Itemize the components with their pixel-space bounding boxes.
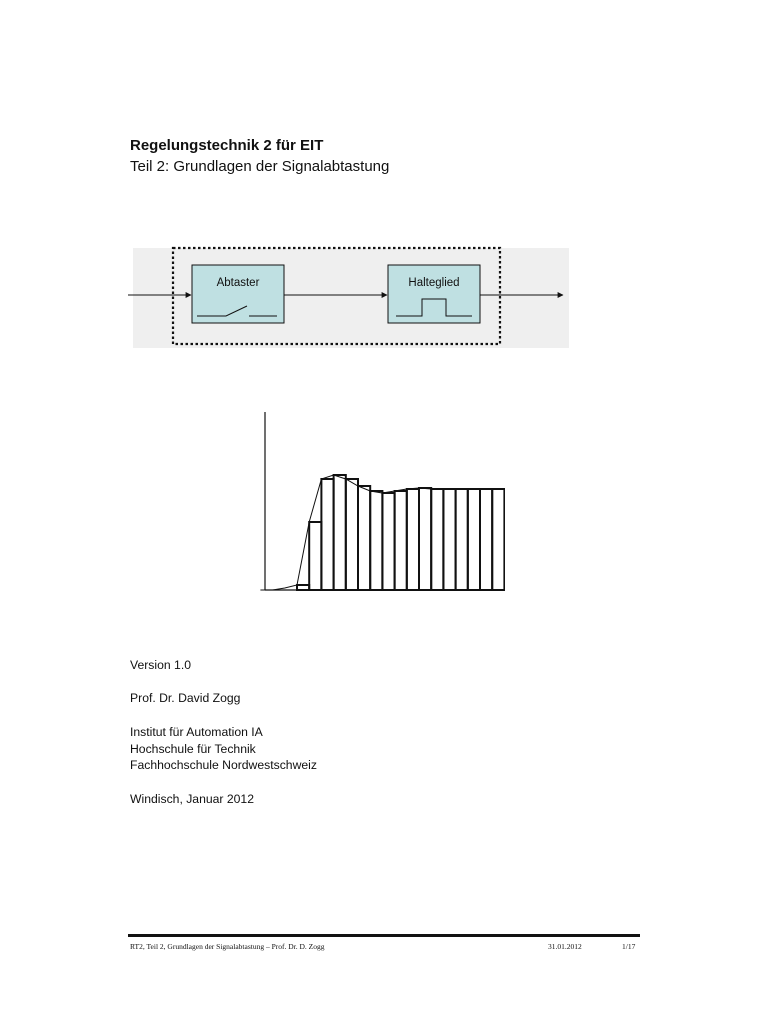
hold-step-bar bbox=[321, 479, 333, 590]
footer-date: 31.01.2012 bbox=[548, 942, 582, 951]
document-title: Regelungstechnik 2 für EIT bbox=[130, 137, 324, 154]
place-date-text: Windisch, Januar 2012 bbox=[130, 792, 254, 806]
continuous-signal-curve bbox=[260, 475, 492, 590]
hold-step-bar bbox=[431, 489, 443, 590]
sample-hold-diagram bbox=[125, 243, 575, 349]
hold-step-bar bbox=[419, 488, 431, 590]
hold-steps bbox=[297, 475, 504, 590]
hold-block bbox=[388, 265, 480, 323]
footer-divider bbox=[128, 934, 640, 937]
hold-step-bar bbox=[382, 493, 394, 590]
hold-step-bar bbox=[492, 489, 504, 590]
hold-step-bar bbox=[456, 489, 468, 590]
hold-step-bar bbox=[297, 585, 309, 590]
sampler-label: Abtaster bbox=[216, 277, 260, 289]
hold-step-bar bbox=[334, 475, 346, 590]
hold-step-bar bbox=[443, 489, 455, 590]
university-text: Fachhochschule Nordwestschweiz bbox=[130, 758, 317, 772]
author-text: Prof. Dr. David Zogg bbox=[130, 691, 241, 705]
school-text: Hochschule für Technik bbox=[130, 741, 256, 756]
sampled-signal-chart bbox=[255, 408, 505, 598]
hold-step-bar bbox=[309, 522, 321, 590]
hold-step-bar bbox=[370, 491, 382, 590]
hold-label: Halteglied bbox=[408, 277, 460, 289]
hold-step-bar bbox=[395, 491, 407, 590]
version-text: Version 1.0 bbox=[130, 658, 191, 672]
document-subtitle: Teil 2: Grundlagen der Signalabtastung bbox=[130, 158, 390, 175]
institute-text: Institut für Automation IA bbox=[130, 725, 263, 739]
sampler-block bbox=[192, 265, 284, 323]
hold-step-bar bbox=[346, 479, 358, 590]
footer-page: 1/17 bbox=[622, 942, 636, 951]
hold-step-bar bbox=[468, 489, 480, 590]
hold-step-bar bbox=[480, 489, 492, 590]
hold-step-bar bbox=[407, 489, 419, 590]
hold-step-bar bbox=[358, 486, 370, 590]
footer-text: RT2, Teil 2, Grundlagen der Signalabtastung – Prof. Dr. D. Zogg bbox=[130, 942, 325, 951]
